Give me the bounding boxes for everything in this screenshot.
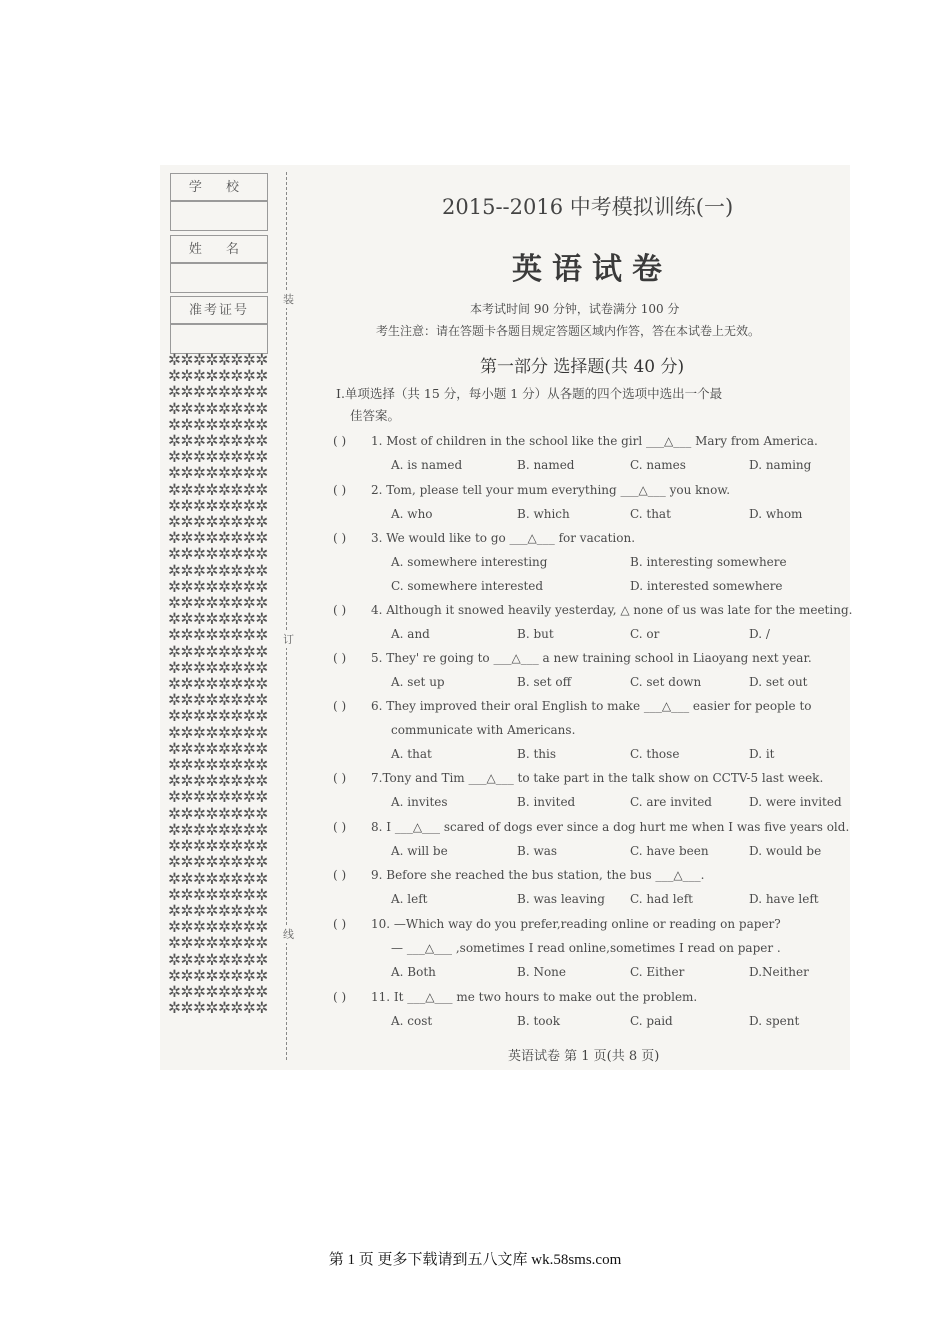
school-label: 学 校 xyxy=(170,173,268,201)
exam-page-number: 英语试卷 第 1 页(共 8 页) xyxy=(508,1049,660,1064)
answer-paren: ( ) xyxy=(333,483,347,497)
option: C. are invited xyxy=(630,795,712,809)
option: A. is named xyxy=(391,458,463,472)
option: B. took xyxy=(517,1014,560,1028)
option: D. / xyxy=(749,627,770,641)
question-stem: 4. Although it snowed heavily yesterday, △ none of us was late for the meeting. xyxy=(371,603,853,617)
school-field xyxy=(170,201,268,231)
name-field xyxy=(170,263,268,293)
seal-pattern: ✲✲✲✲✲✲✲✲✲✲✲✲✲✲✲✲✲✲✲✲✲✲✲✲✲✲✲✲✲✲✲✲✲✲✲✲✲✲✲✲✲✲✲✲✲✲✲✲✲✲✲✲✲✲✲✲✲✲✲✲✲✲✲✲✲✲✲✲✲✲✲✲✲✲✲✲✲✲✲✲✲✲✲✲✲✲✲✲✲✲✲✲✲✲✲✲✲✲✲✲✲✲✲✲✲✲✲✲✲✲✲✲✲✲✲✲✲✲✲✲✲✲✲✲✲✲✲✲✲✲✲✲✲✲✲✲✲✲✲✲✲✲✲✲✲✲✲✲✲✲✲✲✲✲✲✲✲✲✲✲✲✲✲✲✲✲✲✲✲✲✲✲✲✲✲✲✲✲✲✲✲✲✲✲✲✲✲✲✲✲✲✲✲✲✲✲✲✲✲✲✲✲✲✲✲✲✲✲✲✲✲✲✲✲✲✲✲✲✲✲✲✲✲✲✲✲✲✲✲✲✲✲✲✲✲✲✲✲✲✲✲✲✲✲✲✲✲✲✲✲✲✲✲✲✲✲✲✲✲✲✲✲✲✲✲✲✲✲✲✲✲✲✲✲✲✲✲✲✲✲✲✲✲✲✲✲✲✲✲✲✲✲✲✲✲✲✲✲✲✲✲✲✲✲✲✲✲✲✲✲✲✲✲✲✲✲✲✲✲✲✲✲✲✲✲✲✲✲ xyxy=(168,352,268,1018)
answer-paren: ( ) xyxy=(333,990,347,1004)
option: A. somewhere interesting xyxy=(391,555,548,569)
question-stem: 2. Tom, please tell your mum everything ___△___ you know. xyxy=(371,483,731,497)
answer-paren: ( ) xyxy=(333,868,347,882)
question-stem: 8. I ___△___ scared of dogs ever since a dog hurt me when I was five years old. xyxy=(371,820,850,834)
instruction-line: Ⅰ.单项选择（共 15 分，每小题 1 分）从各题的四个选项中选出一个最 xyxy=(336,386,723,401)
answer-paren: ( ) xyxy=(333,699,347,713)
option: C. paid xyxy=(630,1014,673,1028)
question-stem: 7.Tony and Tim ___△___ to take part in the talk show on CCTV-5 last week. xyxy=(371,771,824,785)
binding-mark-xian: 线 xyxy=(283,925,294,943)
instruction-line: 佳答案。 xyxy=(350,408,401,423)
binding-mark-ding: 订 xyxy=(283,630,294,648)
option: D. interested somewhere xyxy=(630,579,783,593)
option: D. would be xyxy=(749,844,822,858)
option: A. that xyxy=(391,747,432,761)
exam-title: 2015--2016 中考模拟训练(一) xyxy=(442,195,734,219)
option: B. was leaving xyxy=(517,892,605,906)
question-7 xyxy=(333,771,848,785)
option: C. somewhere interested xyxy=(391,579,544,593)
option: D. have left xyxy=(749,892,819,906)
option: C. had left xyxy=(630,892,693,906)
answer-paren: ( ) xyxy=(333,917,347,931)
option: C. set down xyxy=(630,675,702,689)
option: D.Neither xyxy=(749,965,809,979)
question-stem-continued: communicate with Americans. xyxy=(391,723,576,737)
option: C. that xyxy=(630,507,671,521)
question-8 xyxy=(333,820,848,834)
option: C. names xyxy=(630,458,686,472)
answer-paren: ( ) xyxy=(333,434,347,448)
option: D. whom xyxy=(749,507,803,521)
option: A. invites xyxy=(391,795,448,809)
option: B. which xyxy=(517,507,570,521)
question-stem-continued: — ___△___ ,sometimes I read online,sometimes I read on paper . xyxy=(391,941,781,955)
question-9 xyxy=(333,868,848,882)
question-stem: 1. Most of children in the school like the girl ___△___ Mary from America. xyxy=(371,434,818,448)
option: B. was xyxy=(517,844,558,858)
question-3 xyxy=(333,531,848,545)
answer-paren: ( ) xyxy=(333,651,347,665)
answer-paren: ( ) xyxy=(333,820,347,834)
option: B. set off xyxy=(517,675,572,689)
question-10 xyxy=(333,917,848,931)
option: D. naming xyxy=(749,458,812,472)
document-footer: 第 1 页 更多下载请到五八文库 wk.58sms.com xyxy=(328,1252,622,1268)
option: D. were invited xyxy=(749,795,842,809)
option: C. or xyxy=(630,627,660,641)
name-label: 姓 名 xyxy=(170,235,268,263)
exam-time-note: 本考试时间 90 分钟，试卷满分 100 分 xyxy=(470,302,680,316)
question-stem: 10. —Which way do you prefer,reading online or reading on paper? xyxy=(371,917,781,931)
answer-paren: ( ) xyxy=(333,771,347,785)
option: A. left xyxy=(391,892,428,906)
binding-mark-zhuang: 装 xyxy=(283,290,294,308)
question-stem: 5. They' re going to ___△___ a new training school in Liaoyang next year. xyxy=(371,651,812,665)
question-stem: 6. They improved their oral English to make ___△___ easier for people to xyxy=(371,699,812,713)
question-6 xyxy=(333,699,848,713)
option: B. but xyxy=(517,627,554,641)
option: A. who xyxy=(391,507,433,521)
option: D. set out xyxy=(749,675,808,689)
option: D. spent xyxy=(749,1014,800,1028)
question-stem: 3. We would like to go ___△___ for vacation. xyxy=(371,531,636,545)
exam-id-label: 准考证号 xyxy=(170,296,268,324)
question-11 xyxy=(333,990,848,1004)
option: B. invited xyxy=(517,795,576,809)
question-2 xyxy=(333,483,848,497)
question-5 xyxy=(333,651,848,665)
option: B. this xyxy=(517,747,556,761)
option: A. and xyxy=(391,627,430,641)
question-4 xyxy=(333,603,853,617)
exam-rules-note: 考生注意：请在答题卡各题目规定答题区域内作答，答在本试卷上无效。 xyxy=(376,324,761,338)
exam-id-field xyxy=(170,324,268,354)
option: C. have been xyxy=(630,844,709,858)
option: B. interesting somewhere xyxy=(630,555,787,569)
option: B. named xyxy=(517,458,575,472)
part-title: 第一部分 选择题(共 40 分) xyxy=(480,357,685,377)
question-1 xyxy=(333,434,848,448)
option: D. it xyxy=(749,747,775,761)
question-stem: 11. It ___△___ me two hours to make out the problem. xyxy=(371,990,698,1004)
option: B. None xyxy=(517,965,567,979)
option: A. set up xyxy=(391,675,445,689)
question-stem: 9. Before she reached the bus station, the bus ___△___. xyxy=(371,868,705,882)
subject-title: 英语试卷 xyxy=(512,252,672,287)
option: C. those xyxy=(630,747,680,761)
option: C. Either xyxy=(630,965,685,979)
option: A. cost xyxy=(391,1014,433,1028)
option: A. Both xyxy=(391,965,436,979)
section-instructions xyxy=(336,383,776,427)
answer-paren: ( ) xyxy=(333,603,347,617)
answer-paren: ( ) xyxy=(333,531,347,545)
option: A. will be xyxy=(391,844,448,858)
